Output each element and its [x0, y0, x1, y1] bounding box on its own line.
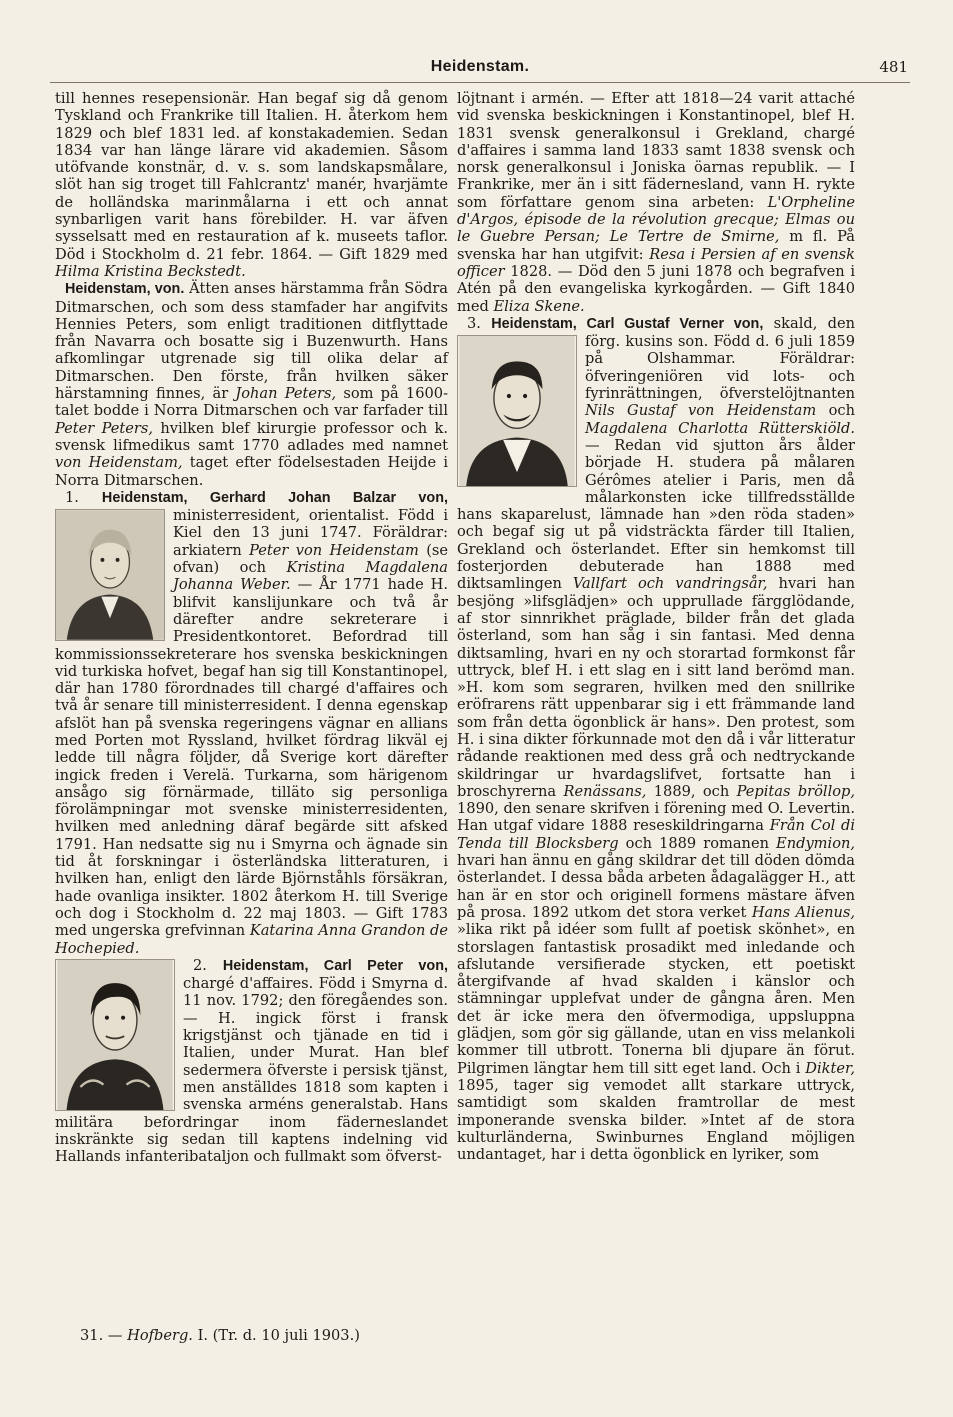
entry-2-headword: Heidenstam, Carl Peter von, [222, 957, 449, 974]
page-number: 481 [879, 58, 908, 76]
page-header [50, 52, 910, 83]
portrait-verner-icon [457, 335, 577, 487]
entry-1-headword: Heidenstam, Gerhard Johan Balzar von, [101, 489, 448, 506]
entry-3: 3. Heidenstam, Carl Gustaf Verner von, skald, den förg. kusins son. Född d. 6 juli 1859 på Olshammar. Föräldrar: öfveringeniören vid lots- och fyrinrättningen, öfverstelöjtnanten Nils Gustaf von Heidenstam och Magdalena Charlotta Rütterskiöld. — Redan vid sjutton års ålder började H. studera på målaren Gérômes atelier i Paris, men då målarkonsten icke tillfredsställde hans skaparelust, lämnade han »den röda staden» och begaf sig ut på vidsträckta färder till Italien, Grekland och österlandet. Efter sin hemkomst till fosterjorden debuterade han 1888 med diktsamlingen Vallfart och vandringsår, hvari han besjöng »lifsglädjen» och upprullade färgglödande, af stor sinnrikhet präglade, bilder från det glada österland, som han såg i sin fantasi. Med denna diktsamling, hvari en ny och storartad formkonst får uttryck, blef H. i ett slag en i sitt land berömd man. »H. kom som segraren, hvilken med den snillrike eröfrarens rätt uppenbarar sig i ett främmande land som från detta ögonblick är hans». Den protest, som H. i sina dikter förkunnade mot den då i vår litteratur rådande reaktionen med dess grå och nedtryckande skildringar ur hvardagslifvet, fortsatte han i broschyrerna Renässans, 1889, och Pepitas bröllop, 1890, den senare skrifven i förening med O. Levertin. Han utgaf vidare 1888 reseskildringarna Från Col di Tenda till Blocksberg och 1889 romanen Endymion, hvari han ännu en gång skildrar det till döden dömda österlandet. I dessa båda arbeten ådagalägger H., att han är en stor och originell formens mästare äfven på prosa. 1892 utkom det stora verket Hans Alienus, »lika rikt på idéer som fullt af poetisk skönhet», en storslagen fantastisk prosadikt med inledande och afslutande versifierade stycken, ett poetiskt återgifvande af hvad skalden i känslor och stämningar upplefvat under de gångna åren. Men det är icke mera den öfvermodiga, uppsluppna glädjen, som gör sig gällande, utan en viss melankoli kommer till utbrott. Tonerna bli djupare än förut. Pilgrimen längtar hem till sitt eget land. Och i Dikter, 1895, tager sig vemodet allt starkare uttryck, samtidigt som skalden framtrollar de mest imponerande svenska bilder. »Intet af de stora kulturländerna, Swinburnes England möjligen undantaget, har i detta ögonblick en lyriker, som [457, 314, 856, 1164]
family-entry: Heidenstam, von. Ätten anses härstamma från Södra Ditmarschen, och som dess stamfader har angifvits Hennies Peters, som enligt traditionen ditflyttade från Navarra och bosatte sig i Buzenwurth. Hans afkomlingar utgrenade sig till olika delar af Ditmarschen. Den förste, från hvilken säker härstamning finnes, är Johan Peters, som på 1600-talet bodde i Norra Ditmarschen och var farfader till Peter Peters, hvilken blef kirurgie professor och k. svensk lifmedikus samt 1770 adlades med namnet von Heidenstam, taget efter födelsestaden Heijde i Norra Ditmarschen. [55, 280, 449, 489]
entry-2: 2. Heidenstam, Carl Peter von, chargé d'affaires. Född i Smyrna d. 11 nov. 1792; den föregåendes son. — H. ingick först i fransk krigstjänst och tjänade en tid i Italien, under Murat. Han blef sedermera öfverste i persisk tjänst, men anställdes 1818 som kapten i svenska arméns generalstab. Hans militära befordringar inom fäderneslandet inskränkte sig sedan till kaptens indelning vid Hallands infanteribataljon och fullmakt som öfverst- [55, 956, 449, 1166]
family-headword: Heidenstam, von. [65, 281, 185, 298]
left-column [55, 90, 448, 1165]
entry-1: 1. Heidenstam, Gerhard Johan Balzar von, ministerresident, orientalist. Född i Kiel den 13 juni 1747. Föräldrar: arkiatern Peter von Heidenstam (se ofvan) och Kristina Magdalena Johanna Weber. — År 1771 hade H. blifvit kanslijunkare och två år därefter andre sekreterare i Presidentkontoret. Befordrad till kommissionssekreterare hos svenska beskickningen vid turkiska hofvet, begaf han sig till Konstantinopel, där han 1780 förordnades till chargé d'affaires och två år senare till ministerresident. I denna egenskap afslöt han på svenska regeringens vägnar en allians med Porten mot Ryssland, hvilket fördrag likväl ej ledde till några följder, då Sverige kort därefter ingick freden i Verelä. Turkarna, som härigenom ansågo sig förnärmade, tilläto sig personliga förolämpningar mot svenske ministerresidenten, hvilken med anledning däraf begärde sitt afsked 1791. Han nedsatte sig nu i Smyrna och ägnade sin tid åt forskningar i österländska litteraturen, i hvilken han, enligt den lärde Björnståhls försäkran, hade ovanliga insikter. 1802 återkom H. till Sverige och dog i Stockholm d. 22 maj 1803. — Gift 1783 med ungerska grefvinnan Katarina Anna Grandon de Hochepied. [55, 488, 449, 957]
page-footer: 31. — Hofberg. I. (Tr. d. 10 juli 1903.) [80, 1327, 360, 1344]
right-column [457, 90, 855, 1163]
portrait-carl-peter-icon [55, 959, 175, 1111]
entry-3-headword: Heidenstam, Carl Gustaf Verner von, [491, 315, 764, 332]
paragraph-continued: till hennes resepensionär. Han begaf sig då genom Tyskland och Frankrike till Italien. H. återkom hem 1829 och blef 1831 led. af konstakademien. Sedan 1834 var han länge lärare vid akademien. Såsom utöfvande konstnär, d. v. s. som landskapsmålare, slöt han sig troget till Fahlcrantz' manér, hvarjämte de holländska marinmålarna i ett och annat synbarligen varit hans förebilder. H. var äfven sysselsatt med en restauration af k. museets taflor. Död i Stockholm d. 21 febr. 1864. — Gift 1829 med Hilma Kristina Beckstedt. [55, 90, 448, 280]
portrait-gerhard-icon [55, 509, 165, 641]
entry-2-continued: löjtnant i armén. — Efter att 1818—24 varit attaché vid svenska beskickningen i Konstantinopel, blef H. 1831 svensk generalkonsul i Grekland, chargé d'affaires i samma land 1833 samt 1838 svensk och norsk generalkonsul i Joniska öarnas republik. — I Frankrike, mer än i sitt fädernesland, vann H. rykte som författare genom sina arbeten: L'Orpheline d'Argos, épisode de la révolution grecque; Elmas ou le Guebre Persan; Le Tertre de Smirne, m fl. På svenska har han utgifvit: Resa i Persien af en svensk officer 1828. — Död den 5 juni 1878 och begrafven i Atén på den evangeliska kyrkogården. — Gift 1840 med Eliza Skene. [457, 90, 856, 315]
running-title: Heidenstam. [430, 58, 530, 75]
